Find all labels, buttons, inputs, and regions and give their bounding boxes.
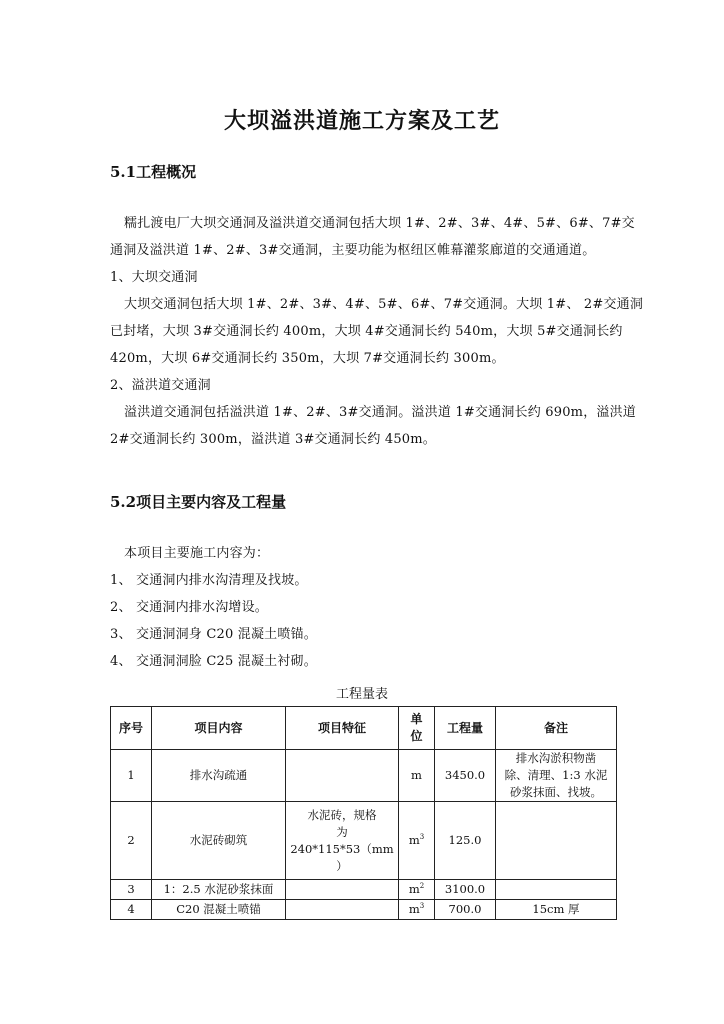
- cell-quantity: 700.0: [435, 900, 496, 920]
- subheading-dam-tunnel: 1、大坝交通洞: [110, 270, 198, 285]
- feature-line: 240*115*53（mm: [290, 841, 394, 856]
- cell-remark: [496, 750, 617, 802]
- header-no: 序号: [111, 707, 152, 750]
- section-heading-5-1: 5.1工程概况: [110, 163, 197, 181]
- header-remark: 备注: [496, 707, 617, 750]
- unit-base: m: [408, 833, 420, 847]
- table-row: [111, 880, 617, 900]
- cell-feature: [286, 750, 399, 802]
- paragraph-line: 已封堵，大坝 3#交通洞长约 400m，大坝 4#交通洞长约 540m，大坝 5#交通洞长约: [110, 324, 623, 339]
- remark-line: 除、清理、1:3 水泥: [504, 768, 608, 782]
- list-item: 3、 交通洞洞身 C20 混凝土喷锚。: [110, 627, 317, 642]
- feature-line: 水泥砖，规格: [307, 807, 377, 822]
- feature-line: 为: [336, 824, 348, 839]
- list-item: 4、 交通洞洞脸 C25 混凝土衬砌。: [110, 654, 317, 669]
- cell-feature: [286, 880, 399, 900]
- cell-feature: [286, 900, 399, 920]
- quantity-table: [110, 706, 617, 920]
- table-row: [111, 750, 617, 802]
- subheading-spillway-tunnel: 2、溢洪道交通洞: [110, 378, 211, 393]
- remark-line: 排水沟淤积物凿: [515, 751, 597, 765]
- list-item: 2、 交通洞内排水沟增设。: [110, 600, 269, 615]
- cell-feature: [286, 802, 399, 880]
- paragraph-line: 通洞及溢洪道 1#、2#、3#交通洞，主要功能为枢纽区帷幕灌浆廊道的交通通道。: [110, 243, 596, 258]
- header-feature: 项目特征: [286, 707, 399, 750]
- feature-line: ）: [336, 858, 348, 873]
- cell-no: 3: [111, 880, 152, 900]
- cell-unit: m: [399, 750, 435, 802]
- section-heading-5-2: 5.2项目主要内容及工程量: [110, 493, 287, 511]
- cell-unit: [399, 880, 435, 900]
- paragraph-line: 糯扎渡电厂大坝交通洞及溢洪道交通洞包括大坝 1#、2#、3#、4#、5#、6#、7#交: [124, 216, 635, 231]
- cell-unit: [399, 900, 435, 920]
- cell-no: 4: [111, 900, 152, 920]
- header-unit-line1: 单: [410, 712, 423, 726]
- cell-content: 水泥砖砌筑: [152, 802, 286, 880]
- header-quantity: 工程量: [435, 707, 496, 750]
- header-content: 项目内容: [152, 707, 286, 750]
- unit-exponent: 3: [419, 902, 425, 911]
- paragraph-line: 420m，大坝 6#交通洞长约 350m，大坝 7#交通洞长约 300m。: [110, 351, 505, 366]
- paragraph-line: 大坝交通洞包括大坝 1#、2#、3#、4#、5#、6#、7#交通洞。大坝 1#、 2#交通洞: [124, 297, 644, 312]
- cell-remark: 15cm 厚: [496, 900, 617, 920]
- header-unit: [399, 707, 435, 750]
- cell-content: 1：2.5 水泥砂浆抹面: [152, 880, 286, 900]
- cell-no: 2: [111, 802, 152, 880]
- unit-exponent: 2: [419, 882, 425, 891]
- unit-base: m: [408, 882, 420, 896]
- table-header-row: [111, 707, 617, 750]
- table-caption: 工程量表: [335, 687, 388, 702]
- cell-no: 1: [111, 750, 152, 802]
- remark-line: 砂浆抹面、找坡。: [510, 785, 602, 799]
- cell-quantity: 125.0: [435, 802, 496, 880]
- table-row: [111, 900, 617, 920]
- paragraph-line: 溢洪道交通洞包括溢洪道 1#、2#、3#交通洞。溢洪道 1#交通洞长约 690m，溢洪道: [124, 405, 636, 420]
- table-row: [111, 802, 617, 880]
- paragraph-line: 本项目主要施工内容为：: [124, 546, 270, 561]
- cell-quantity: 3450.0: [435, 750, 496, 802]
- cell-content: C20 混凝土喷锚: [152, 900, 286, 920]
- document-title: 大坝溢洪道施工方案及工艺: [223, 108, 500, 134]
- cell-remark: [496, 802, 617, 880]
- unit-exponent: 3: [419, 833, 425, 842]
- cell-unit: [399, 802, 435, 880]
- header-unit-line2: 位: [410, 729, 423, 743]
- cell-content: 排水沟疏通: [152, 750, 286, 802]
- list-item: 1、 交通洞内排水沟清理及找坡。: [110, 573, 308, 588]
- cell-quantity: 3100.0: [435, 880, 496, 900]
- paragraph-line: 2#交通洞长约 300m，溢洪道 3#交通洞长约 450m。: [110, 432, 437, 447]
- unit-base: m: [408, 902, 420, 916]
- cell-remark: [496, 880, 617, 900]
